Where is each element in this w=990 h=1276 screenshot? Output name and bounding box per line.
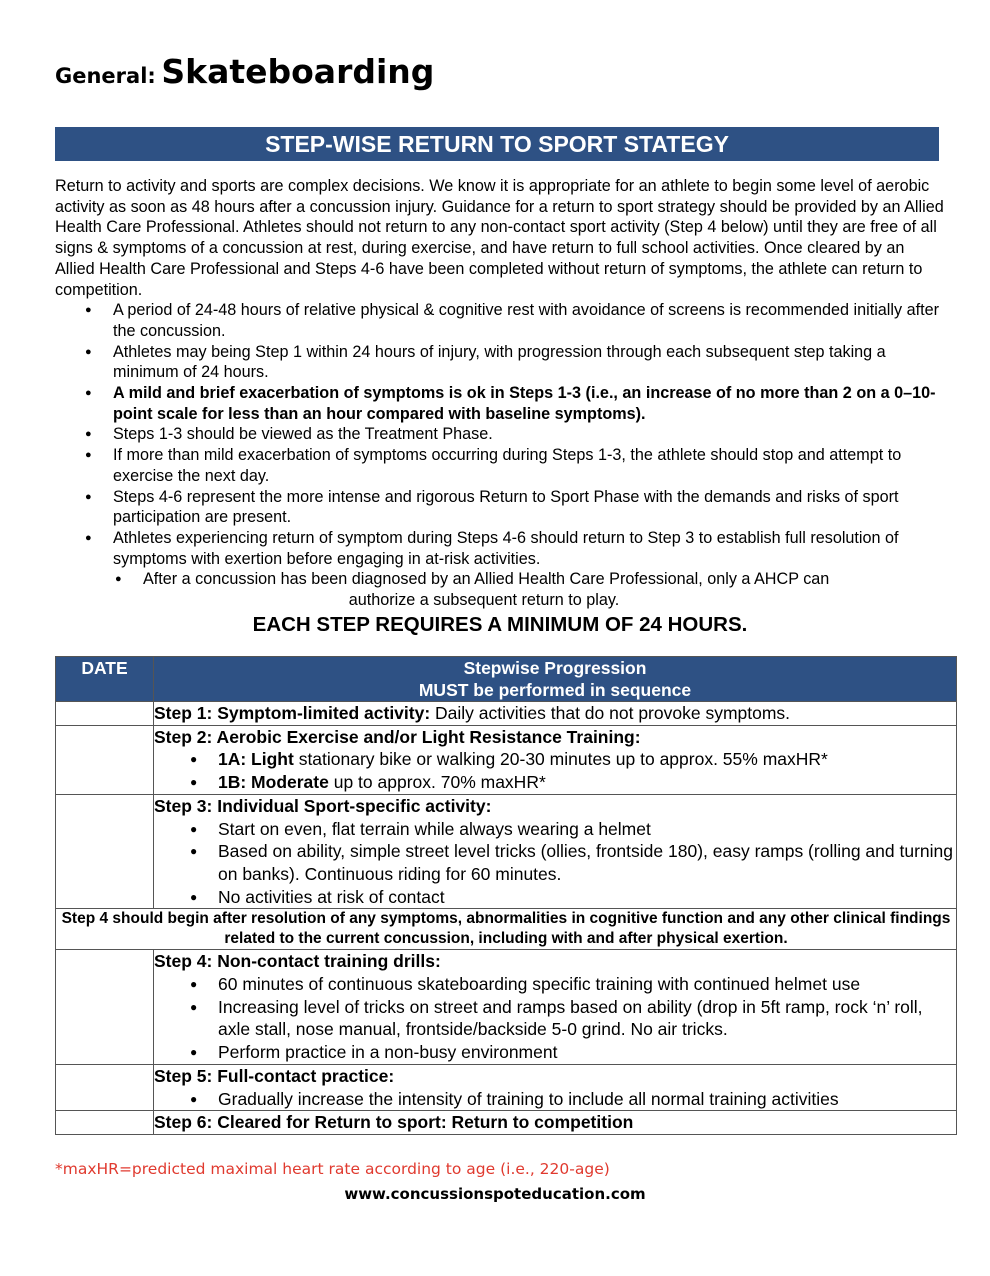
- list-item: ● Athletes may being Step 1 within 24 hours of injury, with progression through each subsequent step taking a minimum of 24 hours.: [113, 342, 945, 383]
- step2-1b-label: 1B: Moderate: [218, 772, 329, 793]
- each-step-heading: EACH STEP REQUIRES A MINIMUM OF 24 HOURS.: [252, 612, 748, 636]
- table-row: [56, 725, 957, 794]
- general-label: General:: [55, 64, 156, 88]
- sub-bullet-line1: After a concussion has been diagnosed by an Allied Health Care Professional, only a AHCP can: [143, 570, 830, 589]
- website-link[interactable]: www.concussionspoteducation.com: [344, 1185, 646, 1203]
- list-item: ● Athletes experiencing return of symptom during Steps 4-6 should return to Step 3 to establish full resolution of symptoms with exertion before engaging in at-risk activities.: [113, 528, 945, 569]
- list-item: ● Perform practice in a non-busy environment: [218, 1041, 956, 1064]
- list-item: ● Steps 4-6 represent the more intense and rigorous Return to Sport Phase with the demands and risks of sport participation are present.: [113, 487, 945, 528]
- list-item: ● Start on even, flat terrain while always wearing a helmet: [218, 818, 956, 841]
- table-row: [56, 794, 957, 909]
- step6-title: Step 6: Cleared for Return to sport: Return to competition: [154, 1112, 634, 1133]
- step2-1a-text: stationary bike or walking 20-30 minutes up to approx. 55% maxHR*: [293, 749, 828, 770]
- list-item: ● Increasing level of tricks on street and ramps based on ability (drop in 5ft ramp, rock ‘n’ roll, axle stall, nose manual, frontside/backside 5-0 grind. No air tricks.: [218, 996, 956, 1041]
- step3-cell: [154, 794, 957, 909]
- table-row: [56, 909, 957, 950]
- list-item: ● Steps 1-3 should be viewed as the Treatment Phase.: [113, 424, 945, 445]
- step5-title: Step 5: Full-contact practice:: [154, 1065, 395, 1086]
- progression-table: [55, 656, 957, 1135]
- intro-section: [55, 176, 945, 635]
- sub-bullet: [55, 569, 945, 610]
- step1-text: Daily activities that do not provoke symptoms.: [430, 703, 791, 723]
- table-row: [56, 702, 957, 726]
- date-cell[interactable]: [56, 725, 154, 794]
- date-cell[interactable]: [56, 794, 154, 909]
- step4-list: [154, 973, 956, 1064]
- sub-bullet-line2: authorize a subsequent return to play.: [348, 591, 620, 610]
- step2-list: [154, 748, 956, 793]
- date-column-header: DATE: [56, 657, 154, 702]
- step2-1a-label: 1A: Light: [218, 749, 294, 770]
- table-header-row: [56, 657, 957, 702]
- progression-column-header: [154, 657, 957, 702]
- maxhr-footnote: *maxHR=predicted maximal heart rate according to age (i.e., 220-age): [55, 1160, 610, 1178]
- step6-cell: [154, 1111, 957, 1135]
- table-row: [56, 1111, 957, 1135]
- step1-cell: [154, 702, 957, 726]
- date-cell[interactable]: [56, 702, 154, 726]
- progression-header-line1: Stepwise Progression: [463, 658, 647, 678]
- step2-title: Step 2: Aerobic Exercise and/or Light Resistance Training:: [154, 726, 641, 747]
- sport-name: Skateboarding: [161, 52, 435, 91]
- date-cell[interactable]: [56, 950, 154, 1065]
- step3-list: [154, 818, 956, 909]
- list-item: ● Based on ability, simple street level tricks (ollies, frontside 180), easy ramps (rolling and turning on banks). Continuous riding for 60 minutes.: [218, 840, 956, 885]
- list-item: ● A period of 24-48 hours of relative physical & cognitive rest with avoidance of screens is recommended initially after the concussion.: [113, 300, 945, 341]
- date-cell[interactable]: [56, 1111, 154, 1135]
- intro-paragraph: Return to activity and sports are complex decisions. We know it is appropriate for an athlete to begin some level of aerobic activity as soon as 48 hours after a concussion injury. Guidance for a return to sport strategy should be provided by an Allied Health Care Professional. Athletes should not return to any non-contact sport activity (Step 4 below) until they are free of all signs & symptoms of a concussion at rest, during exercise, and have return to full school activities. Once cleared by an Allied Health Care Professional and Steps 4-6 have been completed without return of symptoms, the athlete can return to competition.: [55, 177, 944, 299]
- table-row: [56, 950, 957, 1065]
- section-banner: STEP-WISE RETURN TO SPORT STATEGY: [55, 127, 939, 161]
- intro-bullet-list: [55, 300, 945, 569]
- list-item: ● Gradually increase the intensity of training to include all normal training activities: [218, 1088, 956, 1111]
- step4-cell: [154, 950, 957, 1065]
- list-item: [218, 771, 956, 794]
- list-item: ● A mild and brief exacerbation of symptoms is ok in Steps 1-3 (i.e., an increase of no more than 2 on a 0–10-point scale for less than an hour compared with baseline symptoms).: [113, 383, 945, 424]
- list-item: ● 60 minutes of continuous skateboarding specific training with continued helmet use: [218, 973, 956, 996]
- step2-cell: [154, 725, 957, 794]
- step3-title: Step 3: Individual Sport-specific activity:: [154, 795, 492, 816]
- step5-cell: [154, 1064, 957, 1110]
- step4-title: Step 4: Non-contact training drills:: [154, 951, 441, 972]
- table-row: [56, 1064, 957, 1110]
- list-item: ● If more than mild exacerbation of symptoms occurring during Steps 1-3, the athlete should stop and attempt to exercise the next day.: [113, 445, 945, 486]
- progression-header-line2: MUST be performed in sequence: [418, 680, 692, 700]
- page-title: [55, 52, 434, 91]
- date-cell[interactable]: [56, 1064, 154, 1110]
- step4-prerequisite-note: Step 4 should begin after resolution of any symptoms, abnormalities in cognitive function and any other clinical findings related to the current concussion, including with and after physical exertion.: [56, 909, 957, 950]
- list-item: [218, 748, 956, 771]
- step5-list: [154, 1088, 956, 1111]
- step2-1b-text: up to approx. 70% maxHR*: [328, 772, 546, 793]
- step1-title: Step 1: Symptom-limited activity:: [154, 703, 431, 723]
- list-item: ● No activities at risk of contact: [218, 886, 956, 909]
